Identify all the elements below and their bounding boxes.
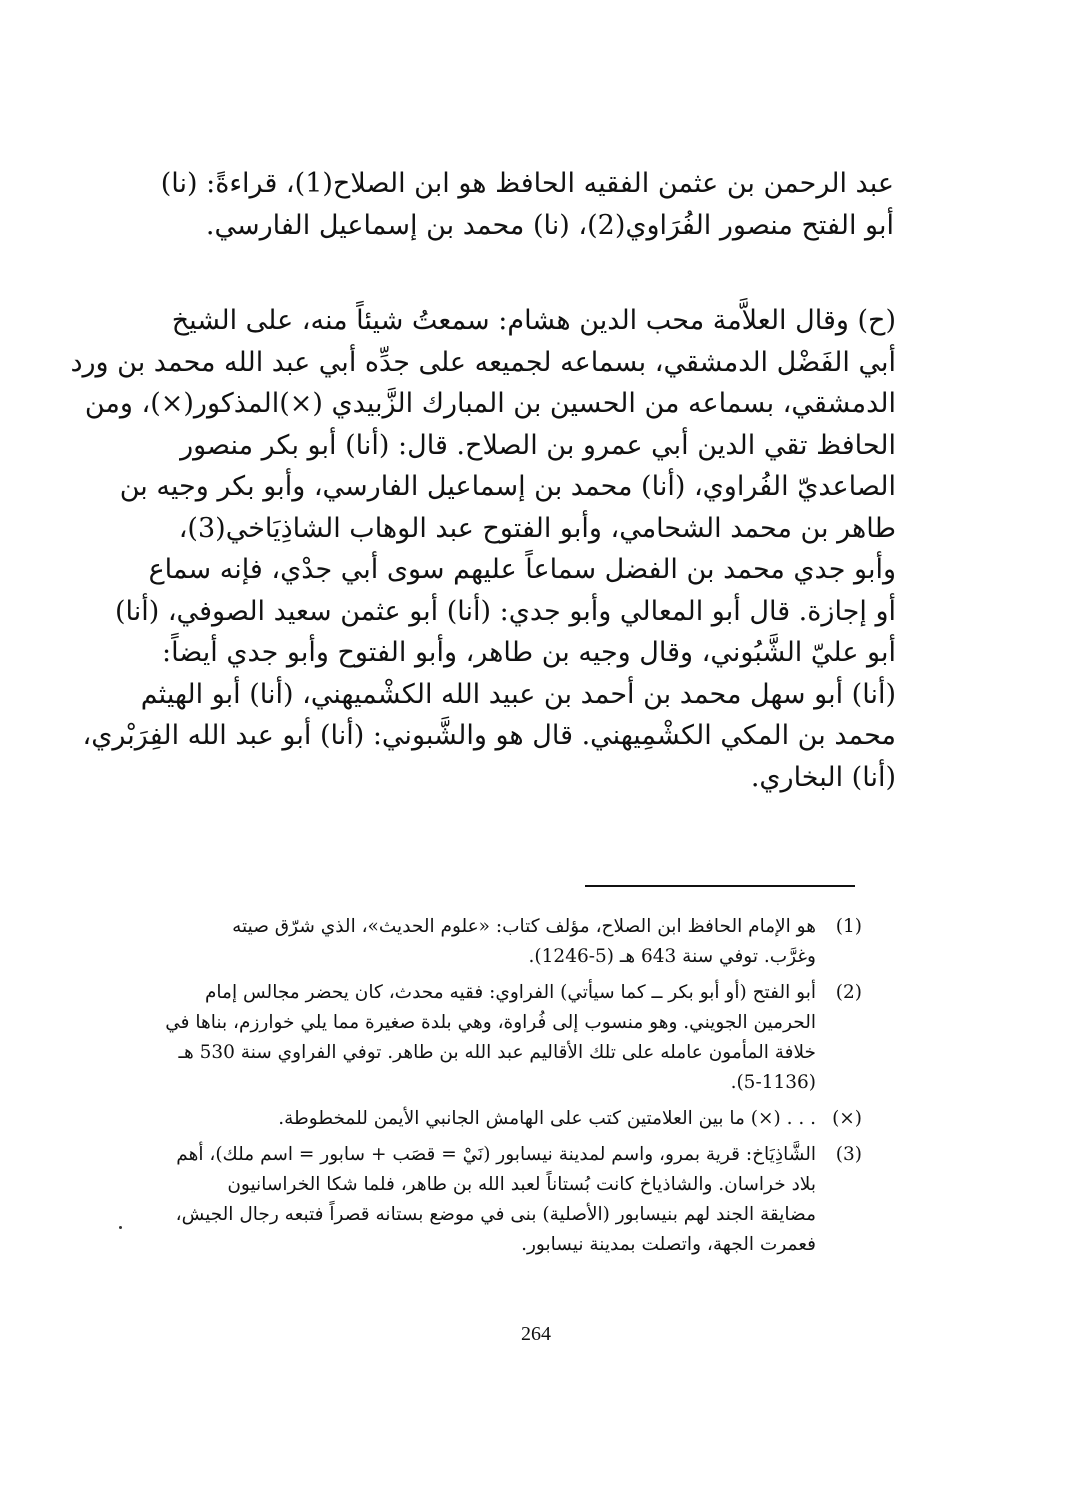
footnote-line: (5-1136).: [730, 1072, 816, 1093]
footnote-1: [172, 912, 862, 972]
text-line: وأبو جدي محمد بن الفضل سماعاً عليهم سوى أبي جدْي، فإنه سماع: [148, 554, 896, 585]
footnote-line: بلاد خراسان. والشاذياخ كانت بُستاناً لعبد الله بن طاهر، فلما شكا الخراسانيون: [227, 1174, 816, 1195]
footnote-line: مضايقة الجند لهم بنيسابور (الأصلية) بنى في موضع بستانه قصراً فتبعه رجال الجيش،: [175, 1204, 816, 1225]
footnote-x: [172, 1104, 862, 1134]
text-line: الحافظ تقي الدين أبي عمرو بن الصلاح. قال: (أنا) أبو بكر منصور: [180, 429, 896, 461]
scan-speck: [119, 1226, 122, 1229]
footnote-line: الحرمين الجويني. وهو منسوب إلى فُراوة، وهي بلدة صغيرة مما يلي خوارزم، بناها في: [165, 1012, 816, 1033]
text-line: أبي الفَضْل الدمشقي، بسماعه لجميعه على جدِّه أبي عبد الله محمد بن ورد: [70, 346, 896, 378]
footnotes: [165, 912, 862, 1266]
text-line: أبو الفتح منصور الفُرَاوي(2)، (نا) محمد بن إسماعيل الفارسي.: [205, 210, 894, 241]
text-line: الصاعديّ الفُراوي، (أنا) محمد بن إسماعيل الفارسي، وأبو بكر وجيه بن: [119, 471, 896, 502]
main-paragraph-2: [70, 300, 896, 798]
footnote-number: (×): [832, 1108, 862, 1129]
text-line: أبو عليّ الشَّبُوني، وقال وجيه بن طاهر، وأبو الفتوح وأبو جدي أيضاً:: [161, 637, 896, 668]
footnote-line: أبو الفتح (أو أبو بكر ــ كما سيأتي) الفراوي: فقيه محدث، كان يحضر مجالس إمام: [204, 982, 816, 1003]
text-line: عبد الرحمن بن عثمن الفقيه الحافظ هو ابن الصلاح(1)، قراءةً: (نا): [160, 168, 894, 199]
footnote-3: [172, 1140, 862, 1260]
page-number: 264: [521, 1323, 551, 1345]
footnote-separator: [585, 885, 855, 887]
footnote-number: (2): [835, 982, 862, 1003]
text-line: محمد بن المكي الكشْمِيهني. قال هو والشَّبوني: (أنا) أبو عبد الله الفِرَبْري،: [82, 720, 896, 751]
footnote-number: (3): [835, 1144, 862, 1165]
text-line: طاهر بن محمد الشحامي، وأبو الفتوح عبد الوهاب الشاذِيَاخي(3)،: [178, 512, 896, 544]
footnote-line: الشَّاذِيَاخ: قرية بمرو، واسم لمدينة نيسابور (نَيْ = قصَب + سابور = اسم ملك)، أهم: [176, 1144, 816, 1165]
text-line: (ح) وقال العلاَّمة محب الدين هشام: سمعتُ شيئاً منه، على الشيخ: [171, 305, 896, 336]
footnote-line: وغرَّب. توفي سنة 643 هـ (5-1246).: [528, 946, 816, 967]
footnote-number: (1): [835, 916, 862, 937]
footnote-line: فعمرت الجهة، واتصلت بمدينة نيسابور.: [521, 1234, 816, 1255]
text-line: أو إجازة. قال أبو المعالي وأبو جدي: (أنا) أبو عثمن سعيد الصوفي، (أنا): [114, 595, 896, 627]
footnote-line: هو الإمام الحافظ ابن الصلاح، مؤلف كتاب: «علوم الحديث»، الذي شرّق صيته: [232, 916, 816, 937]
footnote-2: [165, 978, 862, 1098]
footnote-line: . . . (×) ما بين العلامتين كتب على الهامش الجانبي الأيمن للمخطوطة.: [278, 1108, 816, 1129]
main-paragraph-1: [160, 163, 894, 247]
text-line: الدمشقي، بسماعه من الحسين بن المبارك الزَّبيدي (×)المذكور(×)، ومن: [84, 388, 896, 419]
text-line: (أنا) أبو سهل محمد بن أحمد بن عبيد الله الكشْميهني، (أنا) أبو الهيثم: [140, 678, 896, 710]
footnote-line: خلافة المأمون عامله على تلك الأقاليم عبد الله بن طاهر. توفي الفراوي سنة 530 هـ: [178, 1042, 816, 1063]
text-line: (أنا) البخاري.: [750, 761, 896, 793]
